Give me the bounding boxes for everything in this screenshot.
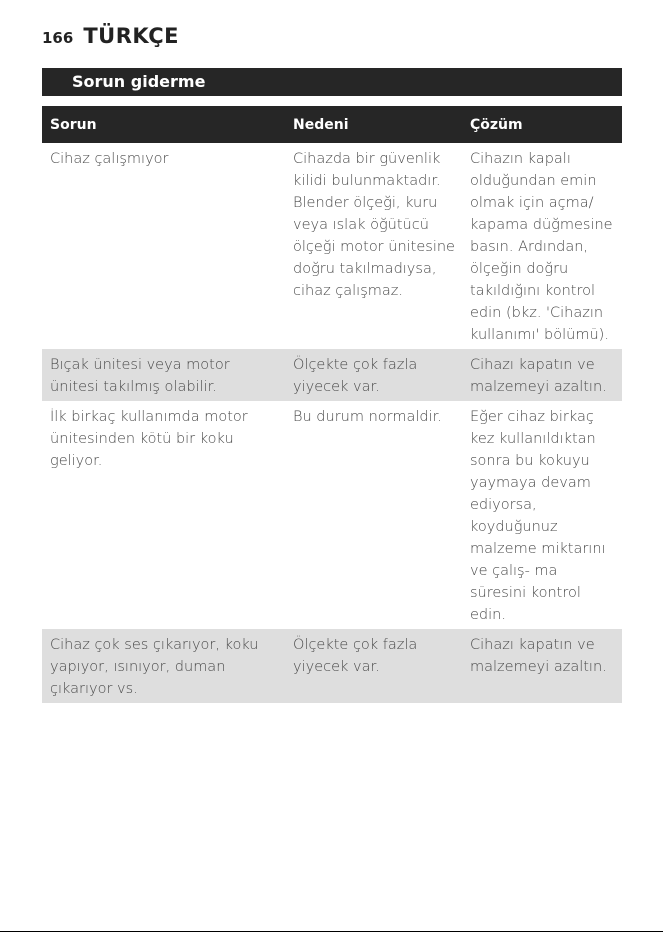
column-header-solution: Çözüm xyxy=(462,106,622,143)
solution-cell: Cihazı kapatın ve malzemeyi azaltın. xyxy=(462,629,622,703)
language-title: TÜRKÇE xyxy=(83,24,179,48)
table-row xyxy=(42,629,622,703)
section-title: Sorun giderme xyxy=(42,68,622,96)
page-number: 166 xyxy=(42,29,74,47)
bottom-divider xyxy=(0,931,663,932)
cause-cell: Cihazda bir güvenlik kilidi bulunmaktadır. Blender ölçeği, kuru veya ıslak öğütücü ölçeği motor ünitesine doğru takılmadıysa, cihaz çalışmaz. xyxy=(293,151,455,299)
troubleshooting-table xyxy=(42,106,622,703)
column-header-cause: Nedeni xyxy=(285,106,462,143)
problem-cell: İlk birkaç kullanımda motor ünitesinden kötü bir koku geliyor. xyxy=(50,409,248,469)
table-row xyxy=(42,143,622,349)
solution-cell: Eğer cihaz birkaç kez kullanıldıktan sonra bu kokuyu yaymaya devam ediyorsa, koyduğunuz malzeme miktarını ve çalış- ma süresini kontrol edin. xyxy=(470,409,606,623)
column-header-problem: Sorun xyxy=(42,106,285,143)
table-header-row xyxy=(42,106,622,143)
problem-cell: Cihaz çalışmıyor xyxy=(50,151,169,167)
table-row xyxy=(42,349,622,401)
cause-cell: Ölçekte çok fazla yiyecek var. xyxy=(285,349,462,401)
solution-cell: Cihazı kapatın ve malzemeyi azaltın. xyxy=(462,349,622,401)
problem-cell: Bıçak ünitesi veya motor ünitesi takılmış olabilir. xyxy=(42,349,285,401)
page-header xyxy=(42,24,179,48)
problem-cell: Cihaz çok ses çıkarıyor, koku yapıyor, ısınıyor, duman çıkarıyor vs. xyxy=(42,629,285,703)
table-row xyxy=(42,401,622,629)
cause-cell: Bu durum normaldir. xyxy=(293,409,442,425)
cause-cell: Ölçekte çok fazla yiyecek var. xyxy=(285,629,462,703)
solution-cell: Cihazın kapalı olduğundan emin olmak için açma/ kapama düğmesine basın. Ardından, ölçeğin doğru takıldığını kontrol edin (bkz. 'Cihazın kullanımı' bölümü). xyxy=(470,151,613,343)
